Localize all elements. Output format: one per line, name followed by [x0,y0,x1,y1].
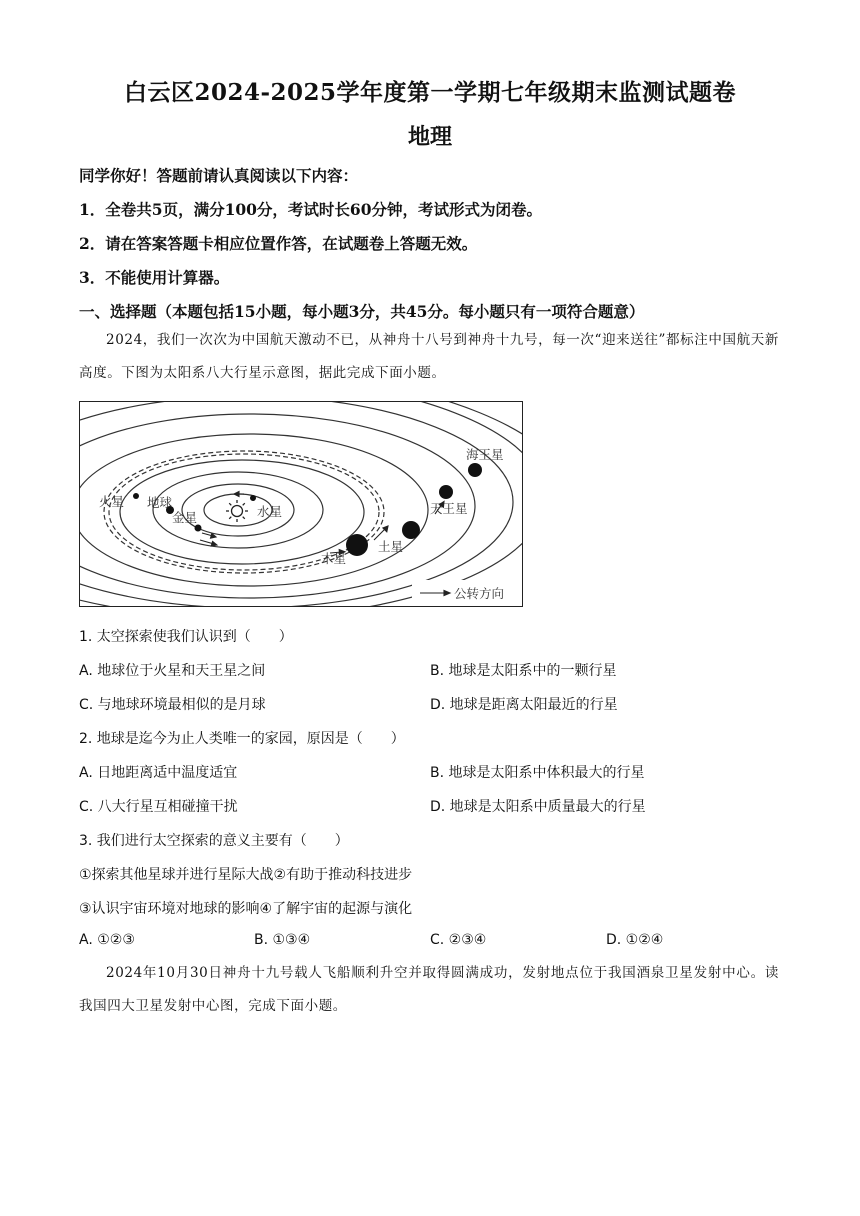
question-1-option-b: B. 地球是太阳系中的一颗行星 [430,663,617,679]
planet-neptune [468,463,482,477]
instruction-item-1: 1．全卷共5页，满分100分，考试时长60分钟，考试形式为闭卷。 [79,200,542,219]
question-1-stem: 1. 太空探索使我们认识到（ ） [79,629,293,645]
question-3-option-b: B. ①③④ [254,932,311,948]
sun-icon [226,500,248,522]
planet-saturn [402,521,420,539]
question-3-option-a: A. ①②③ [79,932,135,948]
solar-system-diagram [80,402,522,606]
legend-label: 公转方向 [454,586,505,601]
label-neptune: 海王星 [466,447,504,462]
planet-uranus [439,485,453,499]
planet-mercury [250,495,256,501]
instruction-item-3: 3．不能使用计算器。 [79,268,230,287]
label-uranus: 天王星 [430,501,468,516]
orbit-arrow-mercury [234,492,244,497]
planet-mars [133,493,139,499]
question-2-option-d: D. 地球是太阳系中质量最大的行星 [430,799,646,815]
label-venus: 金星 [172,510,198,525]
question-1-option-a: A. 地球位于火星和天王星之间 [79,663,266,679]
passage-1: 2024，我们一次次为中国航天激动不已，从神舟十八号到神舟十九号，每一次“迎来送往”都标注中国航天新高度。下图为太阳系八大行星示意图，据此完成下面小题。 [79,332,779,381]
instruction-item-2: 2．请在答案答题卡相应位置作答，在试题卷上答题无效。 [79,234,478,253]
exam-title: 白云区2024-2025学年度第一学期七年级期末监测试题卷 [123,79,737,106]
question-1-option-c: C. 与地球环境最相似的是月球 [79,697,266,713]
label-saturn: 土星 [378,539,404,554]
question-3-option-c: C. ②③④ [430,932,487,948]
question-3-statements-2: ③认识宇宙环境对地球的影响④了解宇宙的起源与演化 [79,901,413,917]
passage-2: 2024年10月30日神舟十九号载人飞船顺利升空并取得圆满成功，发射地点位于我国酒泉卫星发射中心。读我国四大卫星发射中心图，完成下面小题。 [79,965,779,1014]
question-3-statements-1: ①探索其他星球并进行星际大战②有助于推动科技进步 [79,867,413,883]
label-earth: 地球 [147,495,173,510]
question-2-option-a: A. 日地距离适中温度适宜 [79,765,238,781]
question-2-option-b: B. 地球是太阳系中体积最大的行星 [430,765,645,781]
label-jupiter: 木星 [321,551,347,566]
question-2-stem: 2. 地球是迄今为止人类唯一的家园，原因是（ ） [79,731,405,747]
planet-venus [195,525,202,532]
solar-system-figure [79,401,523,607]
orbit-arrow-saturn [374,526,388,540]
question-1-option-d: D. 地球是距离太阳最近的行星 [430,697,618,713]
question-2-option-c: C. 八大行星互相碰撞干扰 [79,799,238,815]
label-mars: 火星 [99,494,125,509]
section-heading: 一、选择题（本题包括15小题，每小题3分，共45分。每小题只有一项符合题意） [79,302,645,321]
label-mercury: 水星 [257,504,283,519]
question-3-stem: 3. 我们进行太空探索的意义主要有（ ） [79,833,349,849]
instructions-greeting: 同学你好！答题前请认真阅读以下内容： [79,166,359,185]
planet-jupiter [346,534,368,556]
subject-title: 地理 [407,124,452,150]
question-3-option-d: D. ①②④ [606,932,664,948]
